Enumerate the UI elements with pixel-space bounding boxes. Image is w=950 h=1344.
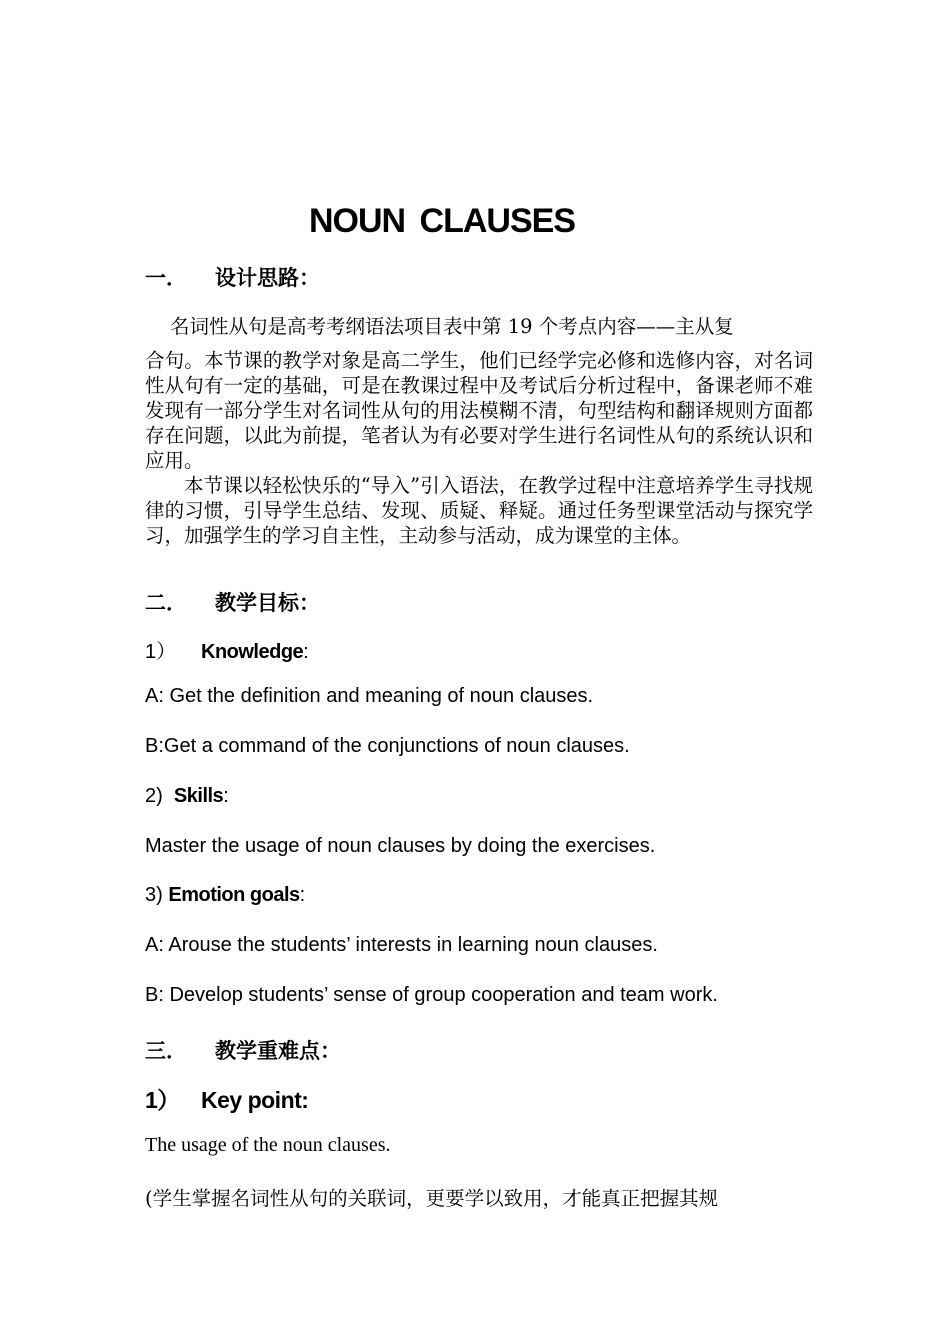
- key-point-number: 1）: [145, 1087, 180, 1113]
- knowledge-number: 1）: [145, 641, 177, 663]
- section-2-number: 二．: [145, 591, 187, 615]
- key-point-label: Key point:: [201, 1087, 309, 1113]
- knowledge-colon: :: [303, 641, 309, 663]
- section-1-number: 一．: [145, 266, 187, 290]
- emotion-label: Emotion goals: [168, 884, 300, 906]
- skills-text: Master the usage of noun clauses by doing the exercises.: [145, 835, 656, 857]
- key-point-text: The usage of the noun clauses.: [145, 1134, 391, 1156]
- section-2-title: 教学目标：: [215, 591, 320, 615]
- section-1-para-1-first-line: 名词性从句是高考考纲语法项目表中第 19 个考点内容——主从复: [170, 315, 734, 338]
- section-2-heading: [145, 587, 320, 617]
- section-1-heading: [145, 262, 320, 292]
- emotion-subheading: [145, 884, 305, 907]
- skills-number: 2): [145, 785, 163, 807]
- knowledge-item-b: B:Get a command of the conjunctions of noun clauses.: [145, 735, 630, 757]
- skills-label: Skills: [173, 785, 224, 807]
- emotion-number: 3): [145, 884, 163, 906]
- emotion-item-a: A: Arouse the students’ interests in learning noun clauses.: [145, 934, 658, 956]
- section-1-para-2: 本节课以轻松快乐的“导入”引入语法，在教学过程中注意培养学生寻找规律的习惯，引导学生总结、发现、质疑、释疑。通过任务型课堂活动与探究学习，加强学生的学习自主性，主动参与活动，成为课堂的主体。: [145, 474, 813, 547]
- emotion-colon: :: [299, 884, 306, 906]
- section-1-para-1: 合句。本节课的教学对象是高二学生，他们已经学完必修和选修内容，对名词性从句有一定的基础，可是在教课过程中及考试后分析过程中，备课老师不难发现有一部分学生对名词性从句的用法模糊不清，句型结构和翻译规则方面都存在问题，以此为前提，笔者认为有必要对学生进行名词性从句的系统认识和应用。: [145, 349, 813, 472]
- section-3-title: 教学重难点：: [215, 1039, 341, 1063]
- emotion-item-b: B: Develop students’ sense of group cooperation and team work.: [145, 984, 718, 1006]
- key-point-note: (学生掌握名词性从句的关联词，更要学以致用，才能真正把握其规: [145, 1187, 719, 1210]
- key-point-subheading: [145, 1082, 308, 1115]
- knowledge-subheading: [145, 635, 309, 664]
- section-1-title: 设计思路：: [215, 266, 320, 290]
- section-3-number: 三．: [145, 1039, 187, 1063]
- skills-colon: :: [223, 785, 229, 807]
- knowledge-label: Knowledge: [201, 641, 304, 663]
- section-3-heading: [145, 1035, 341, 1065]
- skills-subheading: [145, 785, 229, 808]
- knowledge-item-a: A: Get the definition and meaning of noun clauses.: [145, 685, 594, 707]
- document-title: NOUN CLAUSES: [308, 202, 576, 240]
